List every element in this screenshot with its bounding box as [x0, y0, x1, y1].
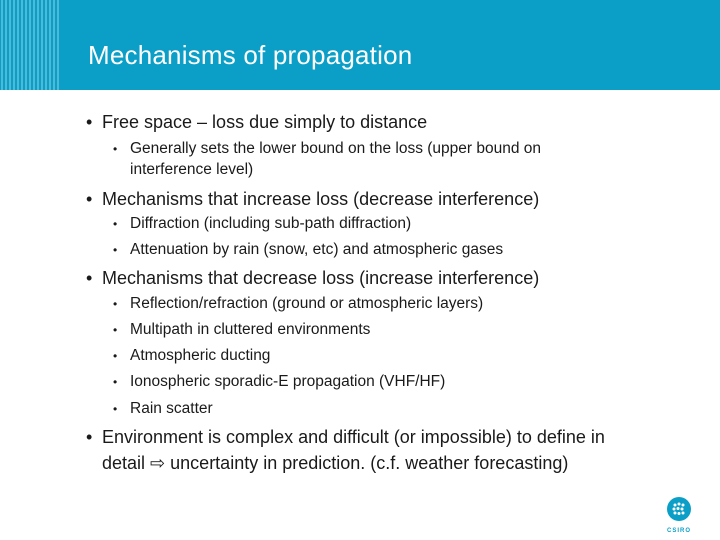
- sub-bullet-text: Attenuation by rain (snow, etc) and atmospheric gases: [130, 241, 504, 258]
- bullet-marker: •: [86, 189, 93, 209]
- sub-bullet-marker: •: [113, 349, 118, 363]
- bullet-text-line2: [102, 452, 568, 474]
- bullet-text: Environment is complex and difficult (or impossible) to define in: [102, 427, 605, 447]
- bullet-text: Mechanisms that decrease loss (increase interference): [102, 268, 540, 288]
- sub-bullet-marker: •: [113, 297, 118, 311]
- bullet-text: Mechanisms that increase loss (decrease interference): [102, 189, 540, 209]
- bullet-text-detail: detail: [102, 453, 146, 473]
- bullet-marker: •: [86, 268, 93, 288]
- bullet-text-uncertainty: uncertainty in prediction. (c.f. weather forecasting): [170, 453, 569, 473]
- sub-bullet-text: Atmospheric ducting: [130, 347, 271, 364]
- sub-bullet-marker: •: [113, 402, 118, 416]
- sub-bullet-marker: •: [113, 217, 118, 231]
- sub-bullet-text: Ionospheric sporadic-E propagation (VHF/HF): [130, 373, 446, 390]
- sub-bullet-text: Diffraction (including sub-path diffraction): [130, 215, 412, 232]
- bullet-marker: •: [86, 427, 93, 447]
- slide-title: Mechanisms of propagation: [88, 40, 413, 70]
- sub-bullet-text: Reflection/refraction (ground or atmospheric layers): [130, 295, 484, 312]
- bullet-marker: •: [86, 112, 93, 132]
- sub-bullet-text: Generally sets the lower bound on the loss (upper bound on: [130, 140, 542, 157]
- sub-bullet-text: Rain scatter: [130, 400, 213, 417]
- right-arrow-icon: ⇨: [150, 453, 166, 473]
- bullet-text: Free space – loss due simply to distance: [102, 112, 428, 132]
- sub-bullet-text-line2: interference level): [130, 161, 254, 178]
- svg-text:CSIRO: CSIRO: [666, 528, 692, 534]
- sub-bullet-text: Multipath in cluttered environments: [130, 321, 371, 338]
- sub-bullet-marker: •: [113, 323, 118, 337]
- sub-bullet-marker: •: [113, 142, 118, 156]
- sub-bullet-marker: •: [113, 243, 118, 257]
- sub-bullet-marker: •: [113, 375, 118, 389]
- csiro-logo: [665, 496, 693, 534]
